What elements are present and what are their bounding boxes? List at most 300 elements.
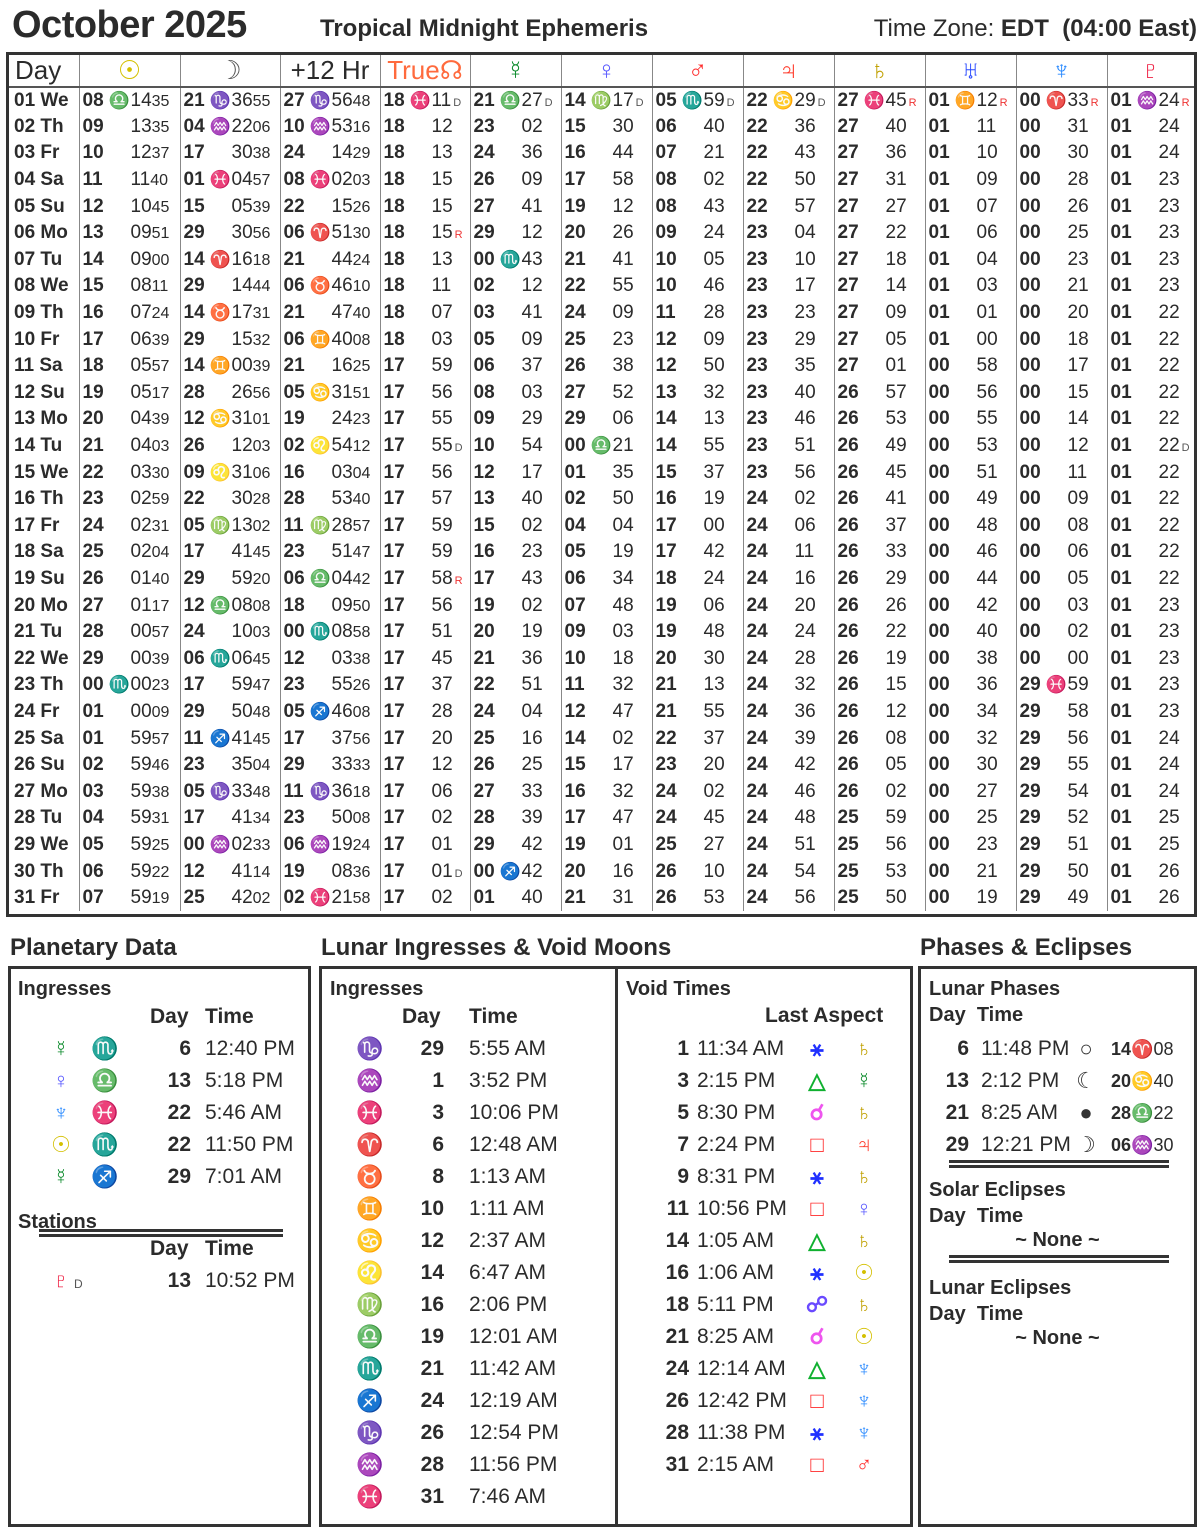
minutes: 30 (1067, 142, 1089, 164)
degree: 12 (183, 594, 205, 616)
moon-cell (180, 513, 280, 540)
minutes: 27 (976, 780, 998, 802)
minutes: 09 (885, 302, 907, 324)
zodiac-sign-icon: ♌ (209, 462, 232, 482)
degree: 22 (564, 275, 586, 297)
minutes: 02 (703, 169, 725, 191)
minutes: 38 (976, 647, 998, 669)
list-item (619, 1417, 913, 1449)
zodiac-sign-icon: ♐ (209, 728, 232, 748)
degree: 04 (564, 514, 586, 536)
mercury-cell (470, 885, 561, 912)
list-item (619, 1289, 913, 1321)
node-cell (380, 645, 470, 672)
minutes: 09 (521, 169, 543, 191)
degree: 00 (928, 700, 950, 722)
degree: 17 (383, 860, 405, 882)
node-cell (380, 433, 470, 460)
phase-time: 2:12 PM (981, 1069, 1060, 1092)
minutes: 23 (612, 328, 634, 350)
moon12-cell (280, 513, 380, 540)
day-cell: 18 Sa (14, 541, 64, 563)
moon-cell (180, 326, 280, 353)
degree: 01 (1110, 222, 1132, 244)
void-time: 2:15 AM (697, 1453, 775, 1476)
column-header-jupiter (743, 55, 834, 87)
sun-cell (79, 885, 180, 912)
jupiter-cell (743, 619, 834, 646)
moon12-cell (280, 140, 380, 167)
venus-cell (561, 300, 652, 327)
sun-cell (79, 353, 180, 380)
minutes: 13 (130, 115, 152, 137)
minutes: 12 (521, 222, 543, 244)
day-cell: 15 We (14, 461, 69, 483)
minutes: 00 (1067, 647, 1089, 669)
degree: 02 (283, 887, 305, 909)
seconds: 12 (352, 438, 371, 456)
degree: 00 (1019, 248, 1041, 270)
minutes: 14 (885, 275, 907, 297)
saturn-cell (834, 725, 925, 752)
degree: 22 (746, 89, 768, 111)
saturn-cell (834, 273, 925, 300)
void-time: 12:42 PM (697, 1389, 787, 1412)
degree: 06 (283, 222, 305, 244)
degree: 17 (383, 700, 405, 722)
minutes: 46 (794, 780, 816, 802)
minutes: 24 (703, 567, 725, 589)
degree: 01 (1110, 115, 1132, 137)
day-header: Day (929, 1205, 966, 1227)
degree: 17 (383, 727, 405, 749)
degree: 00 (928, 621, 950, 643)
minutes: 50 (612, 488, 634, 510)
degree: 01 (928, 275, 950, 297)
minutes: 00 (130, 647, 152, 669)
degree: 21 (564, 248, 586, 270)
minutes: 22 (1158, 355, 1180, 377)
minutes: 09 (331, 594, 353, 616)
mercury-cell (470, 513, 561, 540)
pluto-cell (1107, 832, 1194, 859)
jupiter-cell (743, 273, 834, 300)
seconds: 47 (352, 544, 371, 562)
mars-cell (652, 885, 743, 912)
minutes: 37 (431, 674, 453, 696)
mercury-cell (470, 725, 561, 752)
stations-heading: Stations (18, 1211, 97, 1233)
degree: 11 (82, 169, 103, 191)
venus-cell (561, 220, 652, 247)
degree: 01 (1110, 195, 1132, 217)
seconds: 20 (252, 570, 271, 588)
degree: 17 (82, 328, 104, 350)
day-cell: 14 Tu (14, 435, 63, 457)
minutes: 09 (130, 248, 152, 270)
degree: 00 (1019, 435, 1041, 457)
day-cell: 11 Sa (14, 355, 63, 377)
minutes: 51 (1067, 833, 1089, 855)
minutes: 18 (1067, 328, 1089, 350)
degree: 01 (1110, 780, 1132, 802)
degree: 06 (82, 860, 104, 882)
ingress-time: 1:11 AM (469, 1197, 545, 1220)
degree: 24 (746, 621, 768, 643)
minutes: 18 (612, 647, 634, 669)
degree: 01 (1110, 621, 1132, 643)
minutes: 00 (130, 621, 152, 643)
minutes: 46 (703, 275, 725, 297)
minutes: 51 (331, 222, 353, 244)
list-item (11, 1065, 308, 1097)
seconds: 23 (352, 411, 371, 429)
seconds: 42 (352, 570, 371, 588)
degree: 24 (746, 700, 768, 722)
lunar-eclipses-heading: Lunar Eclipses (929, 1277, 1072, 1299)
minutes: 56 (976, 381, 998, 403)
degree: 21 (473, 647, 495, 669)
list-item (619, 1321, 913, 1353)
minutes: 56 (331, 89, 353, 111)
degree: 29 (564, 408, 586, 430)
minutes: 12 (521, 275, 543, 297)
degree: 18 (383, 115, 405, 137)
minutes: 10 (794, 248, 816, 270)
seconds: 00 (151, 251, 170, 269)
neptune-cell (1016, 592, 1107, 619)
node-label: True (387, 55, 440, 85)
uranus-cell (925, 619, 1016, 646)
double-divider (949, 1255, 1169, 1263)
minutes: 13 (431, 248, 453, 270)
void-time: 8:25 AM (697, 1325, 775, 1348)
degree: 00 (928, 833, 950, 855)
moon-label: ☽ (218, 55, 242, 85)
degree: 13 (473, 488, 495, 510)
planet-icon: ♆ (52, 1100, 70, 1125)
phase-day: 29 (945, 1133, 969, 1156)
venus-cell (561, 539, 652, 566)
zodiac-sign-icon: ♉ (356, 1164, 384, 1189)
moon12-cell (280, 406, 380, 433)
minutes: 41 (231, 807, 253, 829)
sun-label: ☉ (117, 55, 142, 85)
degree: 26 (837, 700, 859, 722)
degree: 20 (473, 621, 495, 643)
minutes: 29 (885, 567, 907, 589)
minutes: 23 (1158, 169, 1180, 191)
list-item (921, 1033, 1194, 1065)
saturn-cell (834, 858, 925, 885)
sun-cell (79, 87, 180, 114)
day-cell: 05 Su (14, 195, 65, 217)
degree: 15 (655, 461, 677, 483)
neptune-cell (1016, 645, 1107, 672)
moon12-cell (280, 167, 380, 194)
node-cell (380, 885, 470, 912)
degree: 18 (383, 195, 405, 217)
minutes: 56 (1067, 727, 1089, 749)
zodiac-sign-icon: ♏ (108, 675, 131, 695)
moon-cell (180, 220, 280, 247)
moon12-cell (280, 300, 380, 327)
minutes: 00 (703, 514, 725, 536)
minutes: 19 (521, 621, 543, 643)
zodiac-sign-icon: ♑ (209, 781, 232, 801)
uranus-label: ♅ (960, 55, 981, 85)
sun-cell (79, 220, 180, 247)
minutes: 02 (331, 169, 353, 191)
minutes: 05 (703, 248, 725, 270)
neptune-label: ♆ (1051, 55, 1072, 85)
neptune-cell (1016, 858, 1107, 885)
zodiac-sign-icon: ♊ (954, 90, 977, 110)
degree: 08 (655, 169, 677, 191)
degree: 29 (1019, 807, 1041, 829)
neptune-cell (1016, 778, 1107, 805)
saturn-cell (834, 459, 925, 486)
moon-cell (180, 645, 280, 672)
degree: 00 (1019, 647, 1041, 669)
planet-icon: ☿ (52, 1164, 70, 1189)
minutes: 19 (703, 488, 725, 510)
minutes: 25 (976, 807, 998, 829)
mercury-cell (470, 114, 561, 141)
minutes: 09 (612, 302, 634, 324)
table-row (9, 273, 1194, 300)
table-row (9, 752, 1194, 779)
venus-cell (561, 114, 652, 141)
uranus-cell (925, 539, 1016, 566)
jupiter-cell (743, 778, 834, 805)
minutes: 01 (431, 833, 453, 855)
zodiac-sign-icon: ♓ (356, 1100, 384, 1125)
seconds: 04 (352, 464, 371, 482)
direct-flag: D (454, 867, 463, 880)
sun-cell (79, 406, 180, 433)
ingress-time: 11:42 AM (469, 1357, 557, 1380)
pluto-cell (1107, 486, 1194, 513)
node-cell (380, 566, 470, 593)
pluto-cell (1107, 752, 1194, 779)
degree: 01 (928, 195, 950, 217)
pluto-cell (1107, 645, 1194, 672)
degree: 24 (746, 780, 768, 802)
mars-cell (652, 140, 743, 167)
minutes: 45 (431, 647, 453, 669)
moon12-cell (280, 778, 380, 805)
degree: 11 (283, 514, 304, 536)
degree: 12 (655, 328, 677, 350)
minutes: 40 (976, 621, 998, 643)
uranus-cell (925, 87, 1016, 114)
moon12-cell (280, 486, 380, 513)
degree: 00 (928, 780, 950, 802)
minutes: 55 (703, 435, 725, 457)
zodiac-sign-icon: ♒ (1136, 90, 1159, 110)
degree: 01 (1110, 833, 1132, 855)
degree: 16 (655, 488, 677, 510)
venus-cell (561, 699, 652, 726)
degree: 01 (928, 142, 950, 164)
neptune-cell (1016, 406, 1107, 433)
minutes: 42 (976, 594, 998, 616)
mars-cell (652, 513, 743, 540)
uranus-cell (925, 459, 1016, 486)
mercury-cell (470, 699, 561, 726)
degree: 18 (283, 594, 305, 616)
minutes: 50 (703, 355, 725, 377)
void-day: 21 (665, 1325, 689, 1348)
degree: 16 (473, 541, 495, 563)
list-item (619, 1225, 913, 1257)
seconds: 22 (151, 863, 170, 881)
neptune-cell (1016, 566, 1107, 593)
retrograde-flag: R (454, 574, 463, 587)
degree: 29 (1019, 887, 1041, 909)
seconds: 17 (151, 384, 170, 402)
ingress-time: 2:06 PM (469, 1293, 548, 1316)
degree: 28 (283, 488, 305, 510)
node-cell (380, 725, 470, 752)
neptune-cell (1016, 114, 1107, 141)
minutes: 34 (976, 700, 998, 722)
degree: 26 (564, 355, 586, 377)
minutes: 54 (521, 435, 543, 457)
minutes: 25 (1158, 807, 1180, 829)
minutes: 16 (231, 248, 253, 270)
zodiac-sign-icon: ♒ (209, 116, 232, 136)
uranus-cell (925, 699, 1016, 726)
planet-icon: ☿ (855, 1068, 873, 1093)
zodiac-sign-icon: ♌ (356, 1260, 384, 1285)
table-row (9, 699, 1194, 726)
phase-degree: 14 (1111, 1038, 1132, 1059)
moon-cell (180, 566, 280, 593)
degree: 29 (1019, 700, 1041, 722)
degree: 18 (383, 328, 405, 350)
degree: 26 (183, 435, 205, 457)
seconds: 44 (252, 278, 271, 296)
minutes: 48 (612, 594, 634, 616)
zodiac-sign-icon: ♒ (356, 1452, 384, 1477)
degree: 00 (1019, 302, 1041, 324)
seconds: 33 (252, 836, 271, 854)
zodiac-sign-icon: ♉ (309, 276, 332, 296)
pluto-cell (1107, 725, 1194, 752)
degree: 20 (82, 408, 104, 430)
void-day: 18 (665, 1293, 689, 1316)
day-cell: 23 Th (14, 674, 64, 696)
degree: 08 (283, 169, 305, 191)
minutes: 58 (1067, 700, 1089, 722)
minutes: 20 (431, 727, 453, 749)
sun-cell (79, 778, 180, 805)
minutes: 05 (885, 328, 907, 350)
degree: 23 (283, 674, 305, 696)
zodiac-sign-icon: ♈ (209, 249, 232, 269)
phase-time: 12:21 PM (981, 1133, 1071, 1156)
moon-cell (180, 300, 280, 327)
minutes: 59 (1067, 674, 1089, 696)
minutes: 11 (1067, 461, 1088, 483)
venus-cell (561, 832, 652, 859)
degree: 00 (1019, 195, 1041, 217)
seconds: 32 (252, 331, 271, 349)
jupiter-cell (743, 380, 834, 407)
table-row (9, 832, 1194, 859)
list-item (619, 1193, 913, 1225)
ingress-time: 7:01 AM (205, 1165, 283, 1188)
degree: 00 (183, 833, 205, 855)
column-header-moon (180, 55, 280, 87)
mars-cell (652, 672, 743, 699)
minutes: 10 (130, 195, 152, 217)
degree: 01 (1110, 169, 1132, 191)
moon12-cell (280, 566, 380, 593)
minutes: 43 (703, 195, 725, 217)
seconds: 06 (252, 118, 271, 136)
degree: 17 (383, 541, 405, 563)
degree: 00 (928, 674, 950, 696)
time-header: Time (205, 1005, 254, 1028)
pluto-cell (1107, 592, 1194, 619)
seconds: 03 (252, 624, 271, 642)
moon12-cell (280, 353, 380, 380)
minutes: 00 (976, 328, 998, 350)
node-cell (380, 220, 470, 247)
degree: 29 (183, 222, 205, 244)
moon-cell (180, 167, 280, 194)
minutes: 59 (130, 887, 152, 909)
minutes: 35 (794, 355, 816, 377)
degree: 17 (383, 355, 405, 377)
degree: 17 (383, 514, 405, 536)
uranus-cell (925, 752, 1016, 779)
minutes: 15 (331, 195, 353, 217)
degree: 25 (837, 807, 859, 829)
mars-cell (652, 87, 743, 114)
minutes: 56 (794, 887, 816, 909)
void-time: 12:14 AM (697, 1357, 786, 1380)
degree: 26 (837, 621, 859, 643)
minutes: 12 (1067, 435, 1089, 457)
degree: 01 (928, 115, 950, 137)
aspect-icon: ⚹ (810, 1036, 824, 1061)
seconds: 38 (252, 145, 271, 163)
degree: 02 (473, 275, 495, 297)
pluto-cell (1107, 380, 1194, 407)
degree: 12 (564, 700, 586, 722)
minutes: 55 (703, 700, 725, 722)
degree: 26 (837, 514, 859, 536)
mercury-cell (470, 273, 561, 300)
saturn-cell (834, 566, 925, 593)
degree: 03 (473, 302, 495, 324)
seconds: 31 (151, 810, 170, 828)
minutes: 59 (130, 780, 152, 802)
saturn-cell (834, 193, 925, 220)
zodiac-sign-icon: ♎ (209, 595, 232, 615)
minutes: 46 (794, 408, 816, 430)
minutes: 20 (703, 754, 725, 776)
zodiac-sign-icon: ♐ (91, 1164, 119, 1189)
venus-cell (561, 273, 652, 300)
minutes: 28 (1067, 169, 1089, 191)
degree: 01 (928, 302, 950, 324)
zodiac-sign-icon: ♑ (309, 781, 332, 801)
